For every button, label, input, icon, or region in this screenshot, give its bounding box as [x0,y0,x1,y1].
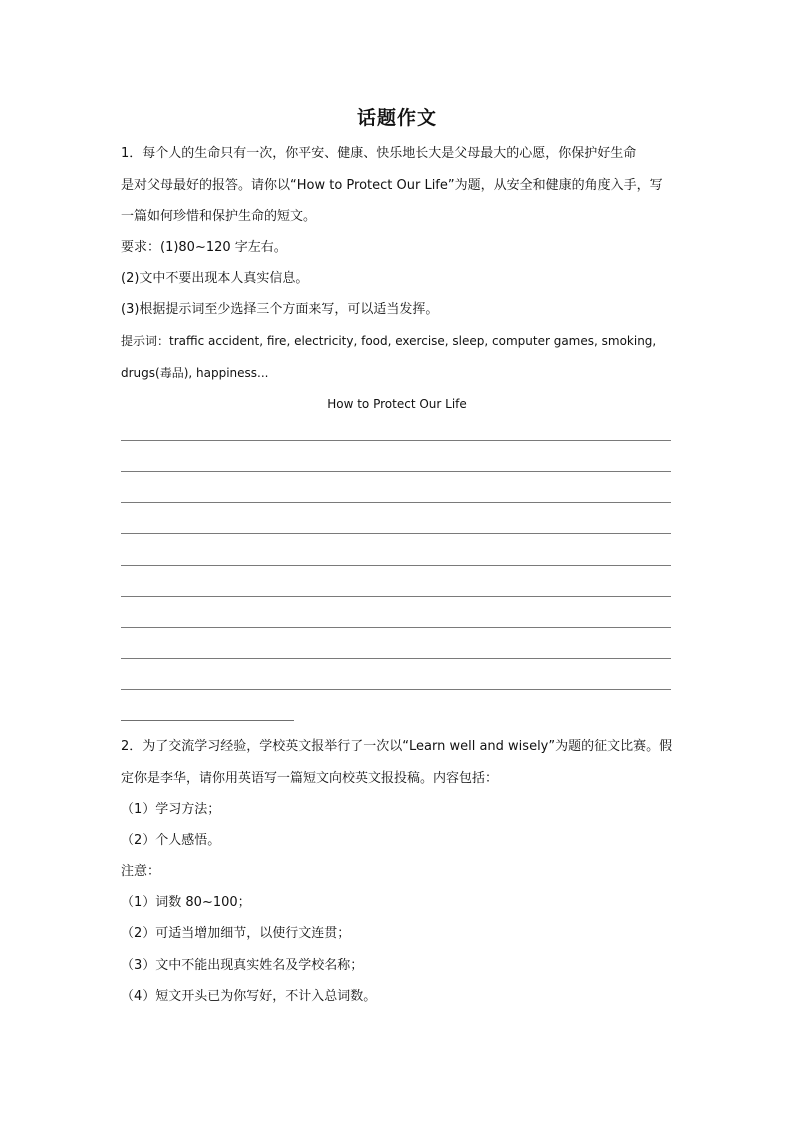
document-title: 话题作文 [356,107,437,129]
writing-line [121,689,671,690]
short-writing-line [121,720,294,721]
writing-line [121,565,671,566]
writing-line [121,596,671,597]
essay-title: How to Protect Our Life [327,397,467,411]
writing-line [121,627,671,628]
question-1-line-2: 是对父母最好的报答。请你以“How to Protect Our Life”为题，从安全和健康的角度入手，写 [121,178,663,193]
question-1-line-1: 1．每个人的生命只有一次，你平安、健康、快乐地长大是父母最大的心愿，你保护好生命 [121,146,637,161]
question-2-note-3: （3）文中不能出现真实姓名及学校名称； [121,958,364,973]
question-1-requirement-3: (3)根据提示词至少选择三个方面来写，可以适当发挥。 [121,302,439,317]
question-2-item-2: （2）个人感悟。 [121,833,221,848]
question-2-item-1: （1）学习方法； [121,802,221,817]
question-2-note-1: （1）词数 80~100； [121,895,251,910]
question-2-line-1: 2．为了交流学习经验，学校英文报举行了一次以“Learn well and wisely”为题的征文比赛。假 [121,739,673,754]
question-1-line-3: 一篇如何珍惜和保护生命的短文。 [121,209,317,224]
question-1-requirement-2: (2)文中不要出现本人真实信息。 [121,271,309,286]
question-2-note-label: 注意： [121,864,161,879]
question-2-note-2: （2）可适当增加细节，以使行文连贯； [121,926,351,941]
writing-line [121,440,671,441]
question-2-line-2: 定你是李华，请你用英语写一篇短文向校英文报投稿。内容包括： [121,771,499,786]
question-1-hint-line-1: 提示词：traffic accident, fire, electricity, food, exercise, sleep, computer games, smoking, [121,334,657,348]
writing-line [121,533,671,534]
writing-line [121,502,671,503]
question-1-requirement-1: 要求：(1)80~120 字左右。 [121,240,287,255]
question-1-hint-line-2: drugs(毒品), happiness... [121,366,269,380]
writing-line [121,658,671,659]
question-2-note-4: （4）短文开头已为你写好，不计入总词数。 [121,989,377,1004]
writing-line [121,471,671,472]
